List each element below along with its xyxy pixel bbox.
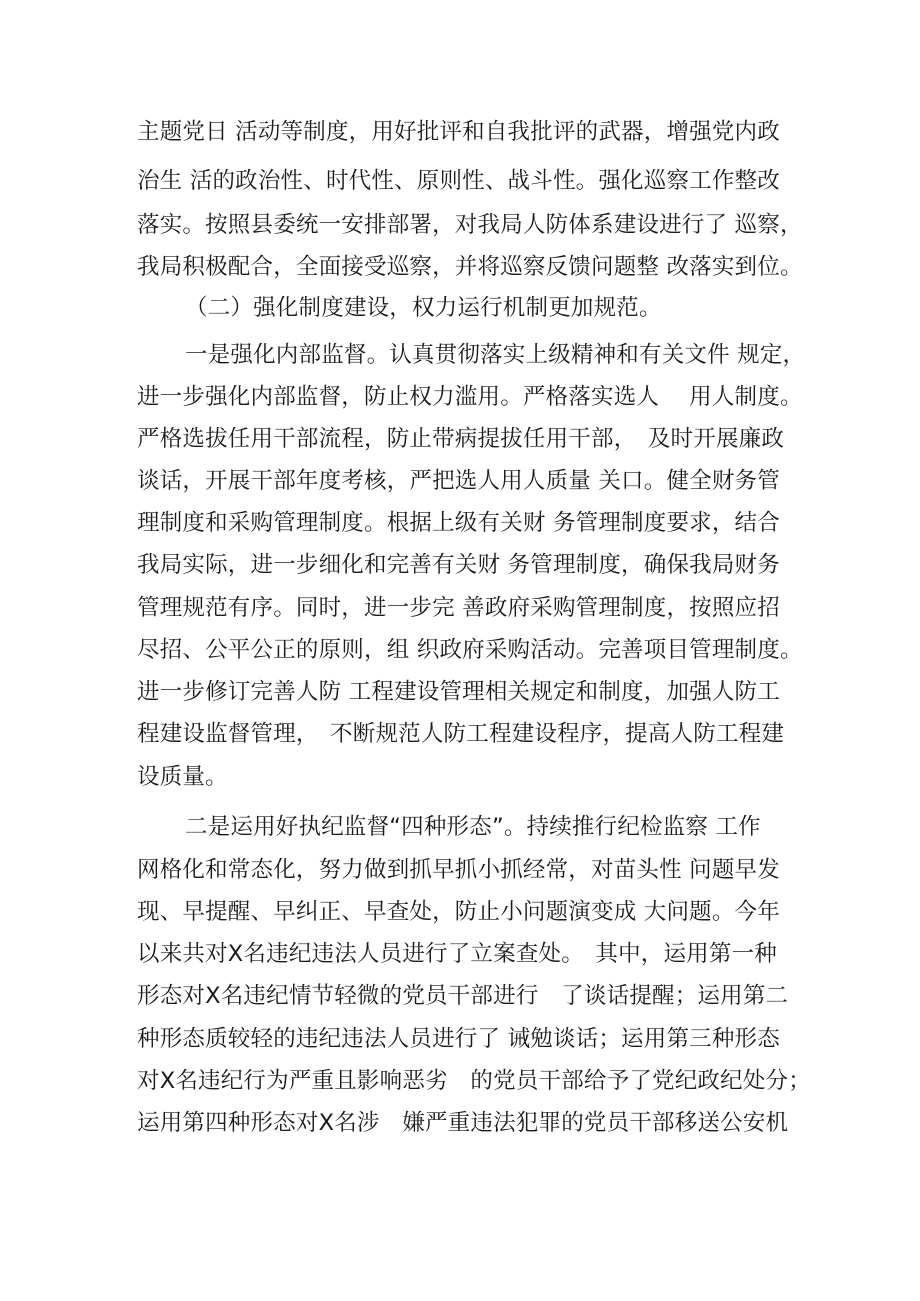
text-line: 一是强化内部监督。认真贯彻落实上级精神和有关文件 规定， bbox=[185, 342, 806, 368]
text-line: 落实。按照县委统一安排部署，对我局人防体系建设进行了 巡察， bbox=[137, 212, 803, 238]
text-line: 进一步强化内部监督，防止权力滥用。严格落实选人 用人制度。 bbox=[137, 384, 803, 410]
section-heading: （二）强化制度建设，权力运行机制更加规范。 bbox=[185, 295, 662, 321]
text-line: 程建设监督管理， 不断规范人防工程建设程序，提高人防工程建 bbox=[137, 721, 785, 747]
text-line: 二是运用好执纪监督“四种形态”。持续推行纪检监察 工作 bbox=[185, 814, 761, 840]
text-line: 管理规范有序。同时，进一步完 善政府采购管理制度，按照应招 bbox=[137, 595, 780, 621]
text-line: 治生 活的政治性、时代性、原则性、战斗性。强化巡察工作整改 bbox=[137, 168, 780, 194]
text-line: 理制度和采购管理制度。根据上级有关财 务管理制度要求，结合 bbox=[137, 510, 780, 536]
text-line: 进一步修订完善人防 工程建设管理相关规定和制度，加强人防工 bbox=[137, 679, 780, 705]
text-line: 网格化和常态化，努力做到抓早抓小抓经常，对苗头性 问题早发 bbox=[137, 857, 780, 883]
text-line: 我局积极配合，全面接受巡察，并将巡察反馈问题整 改落实到位。 bbox=[137, 254, 803, 280]
text-line: 现、早提醒、早纠正、早查处，防止小问题演变成 大问题。今年 bbox=[137, 899, 780, 925]
text-line: 尽招、公平公正的原则，组 织政府采购活动。完善项目管理制度。 bbox=[137, 637, 803, 663]
text-line: 对X名违纪行为严重且影响恶劣 的党员干部给予了党纪政纪处分； bbox=[137, 1068, 811, 1094]
text-line: 以来共对X名违纪违法人员进行了立案查处。 其中，运用第一种 bbox=[137, 941, 777, 967]
text-line: 运用第四种形态对X名涉 嫌严重违法犯罪的党员干部移送公安机 bbox=[137, 1110, 789, 1136]
text-line: 种形态质较轻的违纪违法人员进行了 诫勉谈话；运用第三种形态 bbox=[137, 1026, 780, 1052]
text-line: 形态对X名违纪情节轻微的党员干部进行 了谈话提醒；运用第二 bbox=[137, 983, 789, 1009]
text-line: 我局实际，进一步细化和完善有关财 务管理制度，确保我局财务 bbox=[137, 552, 780, 578]
text-line: 严格选拔任用干部流程，防止带病提拔任用干部， 及时开展廉政 bbox=[137, 426, 785, 452]
text-line: 设质量。 bbox=[137, 764, 228, 790]
text-line: 主题党日 活动等制度，用好批评和自我批评的武器，增强党内政 bbox=[137, 119, 780, 145]
text-line: 谈话，开展干部年度考核，严把选人用人质量 关口。健全财务管 bbox=[137, 468, 780, 494]
